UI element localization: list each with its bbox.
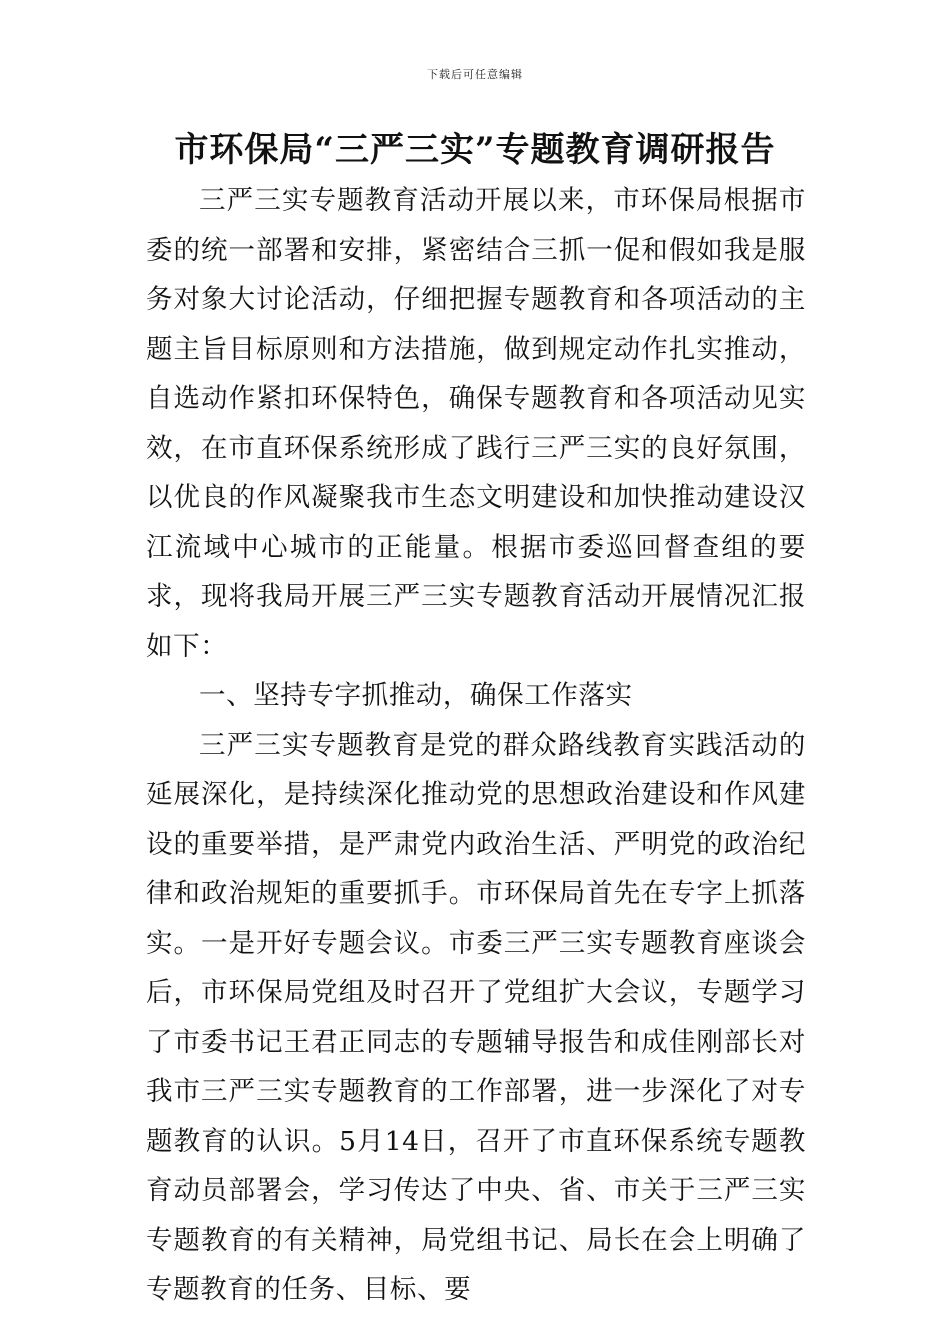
header-note: 下载后可任意编辑 (427, 68, 523, 81)
paragraph-section-1: 三严三实专题教育是党的群众路线教育实践活动的延展深化，是持续深化推动党的思想政治建设和作风建设的重要举措，是严肃党内政治生活、严明党的政治纪律和政治规矩的重要抓手。市环保局首先在专字上抓落实。一是开好专题会议。市委三严三实专题教育座谈会后，市环保局党组及时召开了党组扩大会议，专题学习了市委书记王君正同志的专题辅导报告和成佳刚部长对我市三严三实专题教育的工作部署，进一步深化了对专题教育的认识。5月14日，召开了市直环保系统专题教育动员部署会，学习传达了中央、省、市关于三严三实专题教育的有关精神，局党组书记、局长在会上明确了专题教育的任务、目标、要 (146, 729, 806, 1305)
section-heading-1: 一、坚持专字抓推动，确保工作落实 (199, 680, 633, 711)
document-body (146, 176, 806, 1315)
paragraph-intro: 三严三实专题教育活动开展以来，市环保局根据市委的统一部署和安排，紧密结合三抓一促和假如我是服务对象大讨论活动，仔细把握专题教育和各项活动的主题主旨目标原则和方法措施，做到规定动作扎实推动，自选动作紧扣环保特色，确保专题教育和各项活动见实效，在市直环保系统形成了践行三严三实的良好氛围，以优良的作风凝聚我市生态文明建设和加快推动建设汉江流域中心城市的正能量。根据市委巡回督查组的要求，现将我局开展三严三实专题教育活动开展情况汇报如下： (146, 185, 806, 662)
document-title: 市环保局“三严三实”专题教育调研报告 (174, 130, 776, 170)
